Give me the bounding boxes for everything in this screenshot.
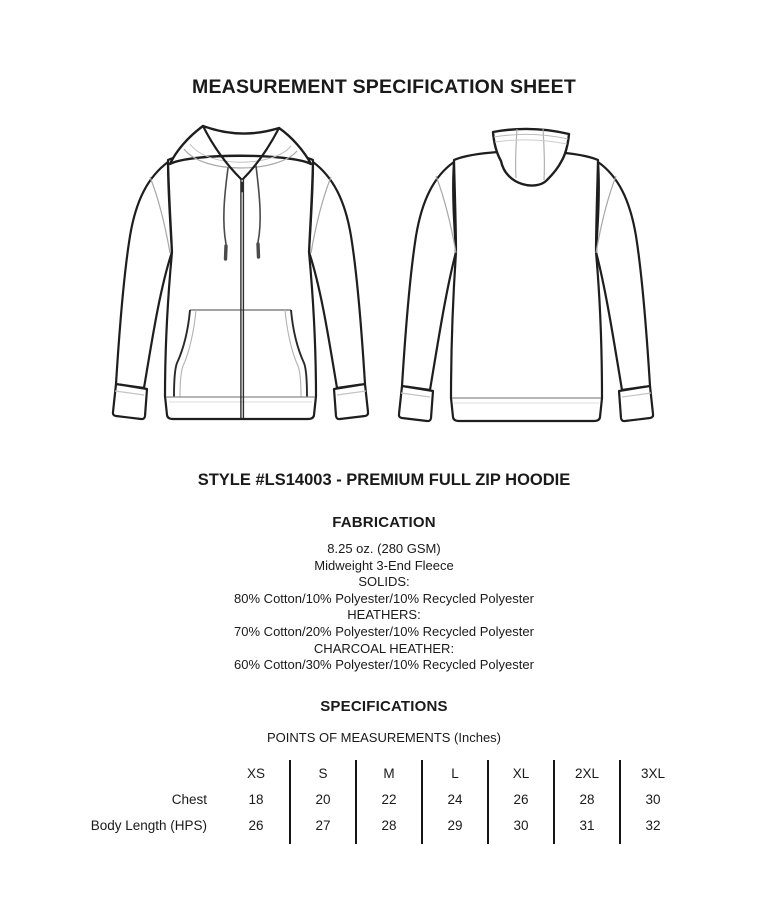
- size-header-s: S: [289, 760, 355, 786]
- size-header-xs: XS: [246, 765, 265, 781]
- specifications-heading: SPECIFICATIONS: [320, 698, 448, 715]
- measurement-table: [81, 760, 685, 844]
- back-right-cuff: [619, 386, 653, 421]
- size-header-m: M: [355, 760, 421, 786]
- chest-s: 20: [289, 786, 355, 812]
- body-length-l: 29: [421, 812, 487, 838]
- row-label-chest: Chest: [171, 791, 207, 807]
- fabrication-solids-label: SOLIDS:: [358, 574, 410, 590]
- body-length-2xl: 31: [553, 812, 619, 838]
- chest-xl: 26: [487, 786, 553, 812]
- front-left-cuff: [113, 384, 147, 419]
- body-length-s: 27: [289, 812, 355, 838]
- back-left-sleeve: [402, 162, 456, 390]
- body-length-xs: 26: [248, 817, 264, 833]
- fabrication-fleece: Midweight 3-End Fleece: [314, 557, 454, 573]
- fabrication-charcoal-label: CHARCOAL HEATHER:: [313, 640, 455, 656]
- row-label-body-length: Body Length (HPS): [90, 817, 207, 833]
- fabrication-solids-content: 80% Cotton/10% Polyester/10% Recycled Polyester: [234, 590, 534, 606]
- body-length-m: 28: [355, 812, 421, 838]
- style-heading: STYLE #LS14003 - PREMIUM FULL ZIP HOODIE: [197, 471, 571, 489]
- fabrication-details: [0, 541, 768, 674]
- front-left-sleeve: [116, 162, 172, 388]
- back-body: [451, 151, 602, 421]
- hoodie-back-sketch: [390, 112, 670, 442]
- body-length-3xl: 32: [619, 812, 685, 838]
- size-header-3xl: 3XL: [619, 760, 685, 786]
- fabrication-weight: 8.25 oz. (280 GSM): [327, 541, 441, 556]
- size-header-spacer: [81, 760, 223, 786]
- front-right-sleeve: [309, 162, 365, 388]
- hoodie-front-sketch: [100, 110, 380, 440]
- fabrication-heading: FABRICATION: [332, 514, 436, 531]
- body-length-xl: 30: [487, 812, 553, 838]
- chest-l: 24: [421, 786, 487, 812]
- chest-3xl: 30: [619, 786, 685, 812]
- back-left-cuff: [399, 386, 433, 421]
- chest-xs: 18: [248, 791, 264, 807]
- front-right-cuff: [334, 384, 368, 419]
- chest-2xl: 28: [553, 786, 619, 812]
- points-of-measurements-label: POINTS OF MEASUREMENTS (Inches): [266, 730, 502, 745]
- fabrication-heathers-label: HEATHERS:: [347, 607, 421, 623]
- fabrication-charcoal-content: 60% Cotton/30% Polyester/10% Recycled Polyester: [234, 657, 534, 673]
- size-header-l: L: [421, 760, 487, 786]
- back-right-sleeve: [596, 162, 650, 390]
- fabrication-heathers-content: 70% Cotton/20% Polyester/10% Recycled Polyester: [234, 623, 534, 639]
- chest-m: 22: [355, 786, 421, 812]
- size-header-2xl: 2XL: [553, 760, 619, 786]
- size-header-xl: XL: [487, 760, 553, 786]
- page-title: MEASUREMENT SPECIFICATION SHEET: [192, 76, 576, 98]
